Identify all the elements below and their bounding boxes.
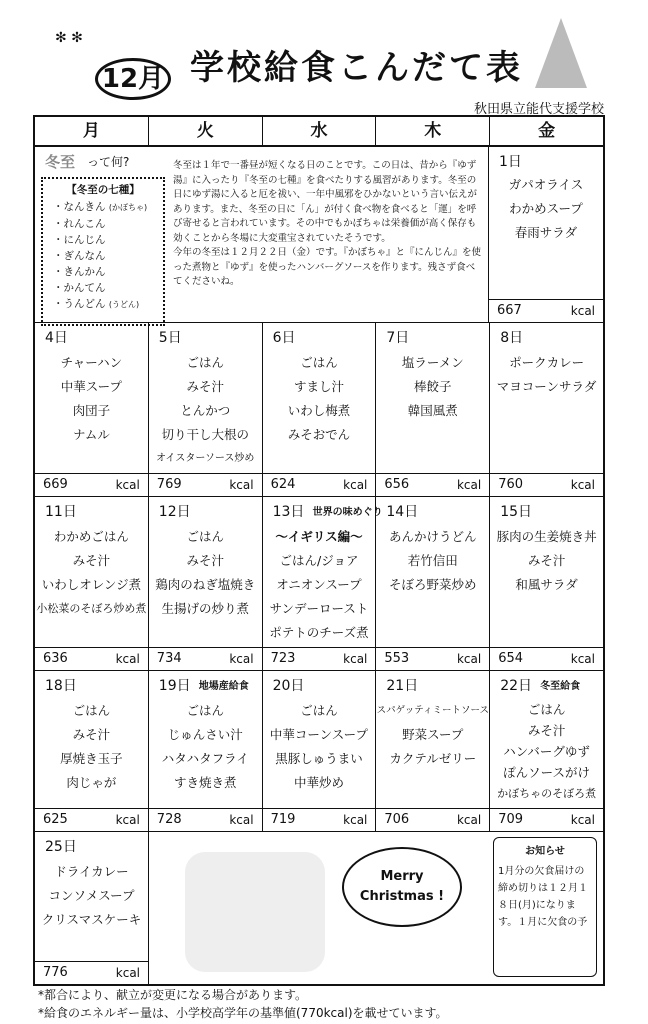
kcal-value: 654 kcal — [498, 651, 595, 666]
day-cell-11 — [35, 497, 149, 670]
notice-text: 1月分の欠食届けの締め切りは１２月１８日(月)になります。１月に欠食の予 — [498, 866, 588, 928]
kcal-value: 728 kcal — [149, 809, 263, 831]
month-label: 12月 — [95, 58, 171, 100]
menu-items: あんかけうどん 若竹信田 そぼろ野菜炒め — [389, 529, 477, 592]
menu-items: ドライカレー コンソメスープ クリスマスケーキ — [41, 864, 142, 927]
day-cell-7 — [376, 323, 490, 496]
snowflake-icon: ✻ ✻ — [55, 30, 83, 46]
week-row-1 — [35, 147, 603, 323]
kcal-value: 636 kcal — [35, 648, 149, 670]
day-cell-6 — [263, 323, 377, 496]
day-cell-25 — [35, 832, 149, 984]
kcal-value: 656 kcal — [376, 474, 490, 496]
day-date: 7日 — [386, 330, 410, 346]
footer-note-1: *都合により、献立が変更になる場合があります。 — [38, 988, 308, 1002]
weekday-wed: 水 — [263, 117, 377, 145]
day-date: 4日 — [45, 330, 68, 346]
day-cell-20 — [263, 671, 377, 831]
merry-christmas-bubble: Merry Christmas ! — [342, 847, 462, 927]
kcal-value: 709 kcal — [498, 812, 595, 827]
kcal-value: 769 kcal — [149, 474, 263, 496]
event-label: 冬至給食 — [540, 681, 581, 692]
kcal-row — [35, 808, 603, 831]
menu-items: ガパオライス わかめスープ 春雨サラダ — [508, 177, 584, 240]
menu-items: 豚肉の生姜焼き丼 みそ汁 和風サラダ — [496, 529, 597, 592]
day-cell-15 — [490, 497, 603, 670]
day-cell-19 — [149, 671, 263, 831]
toji-seven-box — [41, 177, 165, 326]
day-date: 20日 — [272, 678, 305, 694]
day-cell-5 — [149, 323, 263, 496]
day-cell-18 — [35, 671, 149, 831]
event-label: 地場産給食 — [198, 681, 249, 692]
day-cell-21 — [376, 671, 490, 831]
weekday-thu: 木 — [376, 117, 490, 145]
toji-seven-item: ・なんきん (かぼちゃ) — [53, 201, 148, 213]
page-title: 学校給食こんだて表 — [190, 48, 523, 88]
kcal-value: 625 kcal — [35, 809, 149, 831]
day-cell-1 — [489, 147, 603, 322]
day-date: 1日 — [499, 154, 522, 170]
kcal-row — [489, 299, 603, 322]
week-row-5 — [35, 832, 603, 984]
day-date: 19日 — [158, 678, 191, 694]
month-badge — [95, 58, 171, 100]
kcal-value: 760 kcal — [498, 477, 595, 492]
menu-items: ごはん みそ汁 とんかつ 切り干し大根の オイスターソース炒め — [155, 355, 255, 464]
kcal-row — [35, 961, 148, 984]
event-label: 世界の味めぐり — [312, 507, 383, 518]
weekday-header — [35, 117, 603, 147]
toji-seven-item: ・かんてん — [53, 282, 106, 294]
weekday-tue: 火 — [149, 117, 263, 145]
day-cell-14 — [376, 497, 490, 670]
day-date: 6日 — [272, 330, 296, 346]
day-date: 13日 — [272, 504, 305, 520]
day-date: 11日 — [45, 504, 77, 520]
day-date: 21日 — [386, 678, 419, 694]
menu-items: ポークカレー マヨコーンサラダ — [496, 355, 597, 394]
kcal-value: 667 kcal — [497, 303, 595, 318]
menu-items: ごはん すまし汁 いわし梅煮 みそおでん — [287, 355, 351, 442]
notice-box — [493, 837, 597, 977]
day-cell-13 — [263, 497, 383, 670]
footer-note-2: *給食のエネルギー量は、小学校高学年の基準値(770kcal)を載せています。 — [38, 1006, 448, 1020]
day-cell-4 — [35, 323, 149, 496]
menu-items: ～イギリス編～ ごはん/ジョア オニオンスープ サンデーロースト ポテトのチーズ煮 — [269, 529, 369, 640]
menu-items: スパゲッティミートソース 野菜スープ カクテルゼリー — [376, 705, 489, 766]
menu-items: わかめごはん みそ汁 いわしオレンジ煮 小松菜のそぼろ炒め煮 — [36, 529, 147, 615]
day-cell-8 — [490, 323, 603, 496]
weekday-fri: 金 — [538, 121, 556, 141]
kcal-value: 776 kcal — [43, 965, 140, 980]
day-date: 5日 — [158, 330, 182, 346]
week-row-3 — [35, 497, 603, 671]
day-date: 14日 — [386, 504, 419, 520]
toji-seven-item: ・きんかん — [53, 266, 106, 278]
toji-section — [35, 147, 489, 322]
day-date: 8日 — [500, 330, 524, 346]
menu-items: 塩ラーメン 棒餃子 韓国風煮 — [401, 355, 464, 418]
week-row-2 — [35, 323, 603, 497]
school-name: 秋田県立能代支援学校 — [473, 102, 604, 117]
menu-items: ごはん みそ汁 厚焼き玉子 肉じゃが — [60, 703, 123, 790]
day-date: 12日 — [158, 504, 191, 520]
day-cell-12 — [149, 497, 263, 670]
toji-title: 冬至 — [45, 153, 76, 171]
menu-items: ごはん みそ汁 ハンバーグゆず ぽんソースがけ かぼちゃのそぼろ煮 — [497, 702, 597, 800]
day-date: 22日 — [500, 678, 533, 694]
weekday-mon: 月 — [35, 117, 149, 145]
kcal-row — [35, 473, 603, 496]
menu-calendar — [33, 115, 605, 986]
santa-illustration — [185, 852, 325, 972]
day-date: 18日 — [45, 678, 77, 694]
kcal-row — [35, 647, 603, 670]
toji-seven-item: ・ぎんなん — [53, 250, 106, 262]
kcal-value: 734 kcal — [149, 648, 263, 670]
kcal-value: 669 kcal — [35, 474, 149, 496]
toji-seven-title: 【冬至の七種】 — [66, 184, 140, 196]
day-date: 25日 — [45, 839, 77, 855]
menu-items: ごはん みそ汁 鶏肉のねぎ塩焼き 生揚げの炒り煮 — [155, 529, 256, 616]
menu-items: ごはん 中華コーンスープ 黒豚しゅうまい 中華炒め — [269, 703, 369, 790]
toji-seven-item: ・れんこん — [53, 218, 106, 230]
kcal-value: 719 kcal — [263, 809, 377, 831]
kcal-value: 723 kcal — [263, 648, 377, 670]
week-row-4 — [35, 671, 603, 832]
toji-seven-item: ・にんじん — [53, 234, 106, 246]
toji-question: って何? — [87, 155, 130, 169]
menu-items: チャーハン 中華スープ 肉団子 ナムル — [60, 355, 123, 442]
notice-title: お知らせ — [525, 846, 565, 857]
christmas-tree-icon — [535, 18, 587, 88]
kcal-value: 553 kcal — [376, 648, 490, 670]
toji-seven-item: ・うんどん (うどん) — [53, 298, 140, 310]
day-cell-22 — [490, 671, 603, 831]
menu-items: ごはん じゅんさい汁 ハタハタフライ すき焼き煮 — [161, 703, 249, 790]
kcal-value: 706 kcal — [376, 809, 490, 831]
kcal-value: 624 kcal — [263, 474, 377, 496]
toji-description: 冬至は１年で一番昼が短くなる日のことです。この日は、昔から『ゆず湯』に入ったり『冬至の七種』を食べたりする風習があります。冬至の日にゆず湯に入ると厄を祓い、一年中風邪をひかないという言い伝えがあります。また、冬至の日に「ん」が付く食べ物を食べると「運」を呼び寄せると言われています。その中でもかぼちゃは栄養価が高く保存も効くことから冬場に大変重宝されていたそうです。 今年の冬至は１２月２２日（金）です。『かぼちゃ』と『にんじん』を使った煮物と『ゆず』を使ったハンバーグソースを作ります。残さず食べてくださいね。 — [173, 160, 481, 287]
day-date: 15日 — [500, 504, 533, 520]
